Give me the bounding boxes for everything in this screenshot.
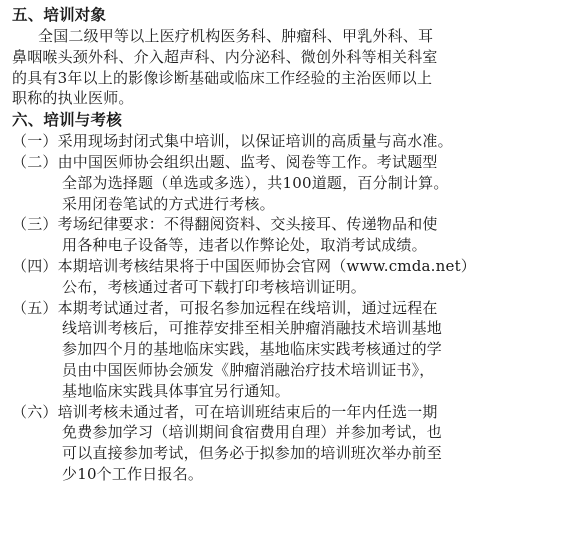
list-item-1: （一）采用现场封闭式集中培训，以保证培训的高质量与高水准。 [12, 132, 453, 151]
list-item-5-continuation: 线培训考核后，可推荐安排至相关肿瘤消融技术培训基地 [62, 319, 443, 338]
paragraph-line: 的具有3年以上的影像诊断基础或临床工作经验的主治医师以上 [12, 68, 433, 87]
list-item-4-continuation: 公布，考核通过者可下载打印考核培训证明。 [62, 277, 367, 296]
list-item-5-continuation: 员由中国医师协会颁发《肿瘤消融治疗技术培训证书》， [62, 360, 435, 379]
list-item-6-continuation: 免费参加学习（培训期间食宿费用自理）并参加考试，也 [62, 423, 443, 442]
section-heading-training-assessment: 六、培训与考核 [12, 111, 122, 130]
section-heading-training-target: 五、培训对象 [12, 6, 107, 24]
list-item-2-continuation: 全部为选择题（单选或多选），共100道题，百分制计算。 [62, 173, 449, 192]
list-item-6-continuation: 可以直接参加考试，但务必于拟参加的培训班次举办前至 [62, 444, 443, 463]
list-item-3: （三）考场纪律要求：不得翻阅资料、交头接耳、传递物品和使 [12, 215, 438, 234]
paragraph-line: 全国二级甲等以上医疗机构医务科、肿瘤科、甲乳外科、耳 [38, 27, 434, 45]
list-item-5-continuation: 基地临床实践具体事宜另行通知。 [62, 381, 291, 400]
list-item-6-continuation: 少10个工作日报名。 [62, 464, 204, 483]
list-item-3-continuation: 用各种电子设备等，违者以作弊论处，取消考试成绩。 [62, 236, 427, 255]
list-item-2: （二）由中国医师协会组织出题、监考、阅卷等工作。考试题型 [12, 152, 438, 171]
list-item-6: （六）培训考核未通过者，可在培训班结束后的一年内任选一期 [12, 402, 438, 421]
list-item-5: （五）本期考试通过者，可报名参加远程在线培训，通过远程在 [12, 298, 438, 317]
list-item-5-continuation: 参加四个月的基地临床实践，基地临床实践考核通过的学 [62, 340, 443, 359]
paragraph-line: 鼻咽喉头颈外科、介入超声科、内分泌科、微创外科等相关科室 [12, 47, 438, 66]
paragraph-line: 职称的执业医师。 [12, 89, 134, 108]
list-item-4: （四）本期培训考核结果将于中国医师协会官网（www.cmda.net） [12, 256, 477, 275]
list-item-2-continuation: 采用闭卷笔试的方式进行考核。 [62, 194, 275, 213]
